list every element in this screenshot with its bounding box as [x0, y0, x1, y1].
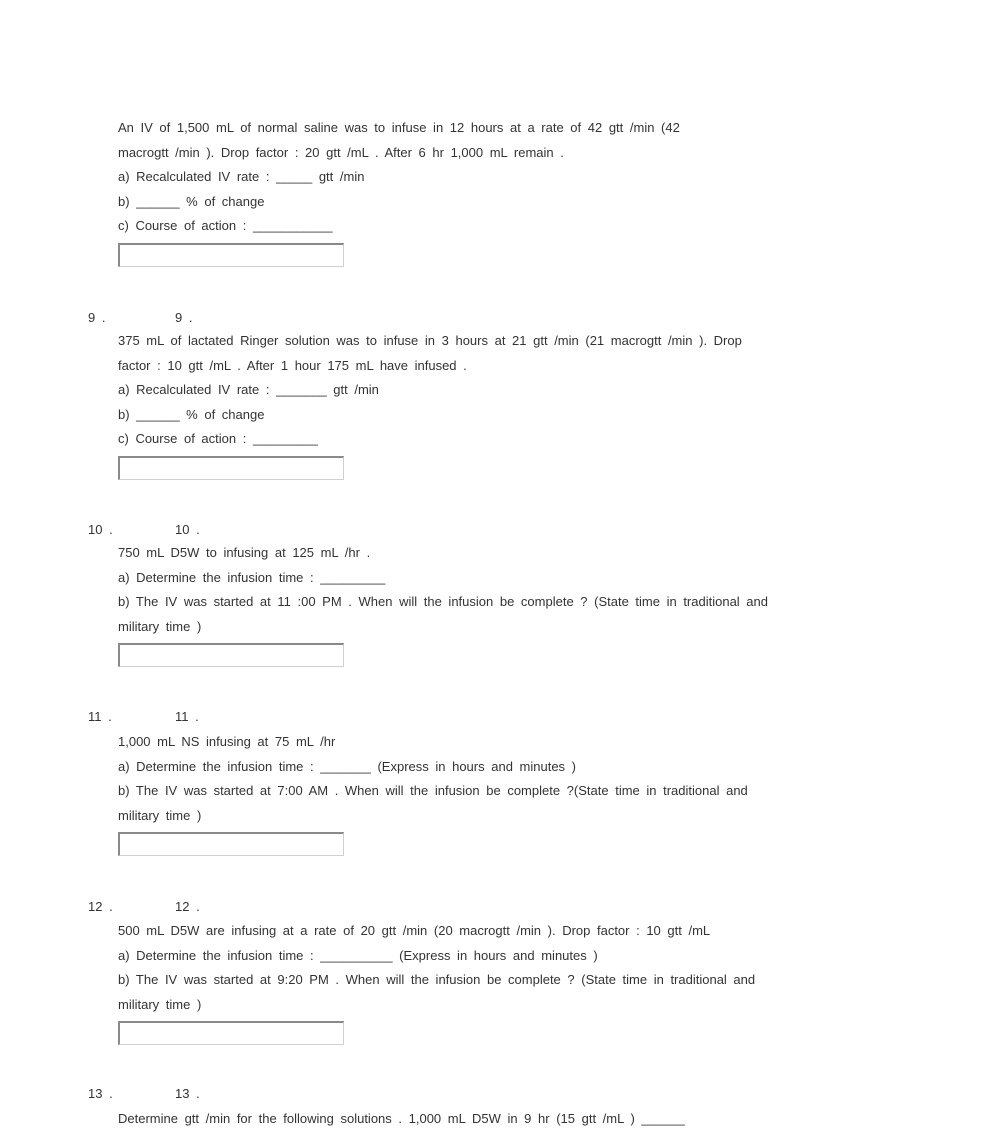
question-body [118, 120, 878, 267]
answer-input[interactable] [118, 243, 344, 267]
answer-input[interactable] [118, 456, 344, 480]
question-text-line: a) Determine the infusion time : __________ (Express in hours and minutes ) [118, 947, 598, 963]
answer-input[interactable] [118, 832, 344, 856]
question-number: 10 . [88, 522, 113, 537]
question-text-line: a) Determine the infusion time : _______ (Express in hours and minutes ) [118, 758, 576, 774]
question-text-line: b) The IV was started at 11 :00 PM . When will the infusion be complete ? (State time in traditional and [118, 594, 768, 609]
question-text-line: Determine gtt /min for the following solutions . 1,000 mL D5W in 9 hr (15 gtt /mL ) ______ [118, 1111, 685, 1126]
question-text-line: factor : 10 gtt /mL . After 1 hour 175 mL have infused . [118, 357, 467, 373]
question-number: 13 . [88, 1086, 113, 1101]
question-number-repeat: 9 . [175, 310, 193, 325]
question-text-line: a) Determine the infusion time : _________ [118, 569, 386, 585]
question-text-line: b) ______ % of change [118, 406, 265, 422]
answer-input[interactable] [118, 643, 344, 667]
question-text-line: military time ) [118, 996, 202, 1012]
question-body [118, 734, 878, 856]
question-text-line: 375 mL of lactated Ringer solution was to infuse in 3 hours at 21 gtt /min (21 macrogtt /min ). Drop [118, 333, 742, 348]
question-number-repeat: 12 . [175, 899, 200, 914]
question-text-line: 500 mL D5W are infusing at a rate of 20 gtt /min (20 macrogtt /min ). Drop factor : 10 gtt /mL [118, 923, 711, 938]
question-number-repeat: 11 . [175, 709, 199, 724]
question-text-line: 1,000 mL NS infusing at 75 mL /hr [118, 734, 336, 749]
answer-input[interactable] [118, 1021, 344, 1045]
question-number-repeat: 10 . [175, 522, 200, 537]
question-number-repeat: 13 . [175, 1086, 200, 1101]
question-text-line: b) The IV was started at 9:20 PM . When will the infusion be complete ? (State time in traditional and [118, 972, 756, 987]
question-text-line: macrogtt /min ). Drop factor : 20 gtt /mL . After 6 hr 1,000 mL remain . [118, 144, 564, 160]
question-text-line: c) Course of action : _________ [118, 431, 319, 446]
question-text-line: military time ) [118, 618, 202, 634]
question-text-line: c) Course of action : ___________ [118, 218, 333, 233]
question-body [118, 333, 878, 480]
question-text-line: An IV of 1,500 mL of normal saline was to infuse in 12 hours at a rate of 42 gtt /min (42 [118, 120, 680, 135]
question-number: 11 . [88, 709, 112, 724]
question-text-line: b) ______ % of change [118, 193, 265, 209]
question-body [118, 923, 878, 1045]
question-text-line: military time ) [118, 807, 202, 823]
question-body [118, 545, 878, 667]
question-text-line: 750 mL D5W to infusing at 125 mL /hr . [118, 545, 371, 560]
question-number: 12 . [88, 899, 113, 914]
question-body [118, 1111, 878, 1136]
question-text-line: a) Recalculated IV rate : _____ gtt /min [118, 169, 365, 184]
question-number: 9 . [88, 310, 106, 325]
question-text-line: a) Recalculated IV rate : _______ gtt /min [118, 382, 379, 397]
question-text-line: b) The IV was started at 7:00 AM . When will the infusion be complete ?(State time in traditional and [118, 783, 748, 798]
